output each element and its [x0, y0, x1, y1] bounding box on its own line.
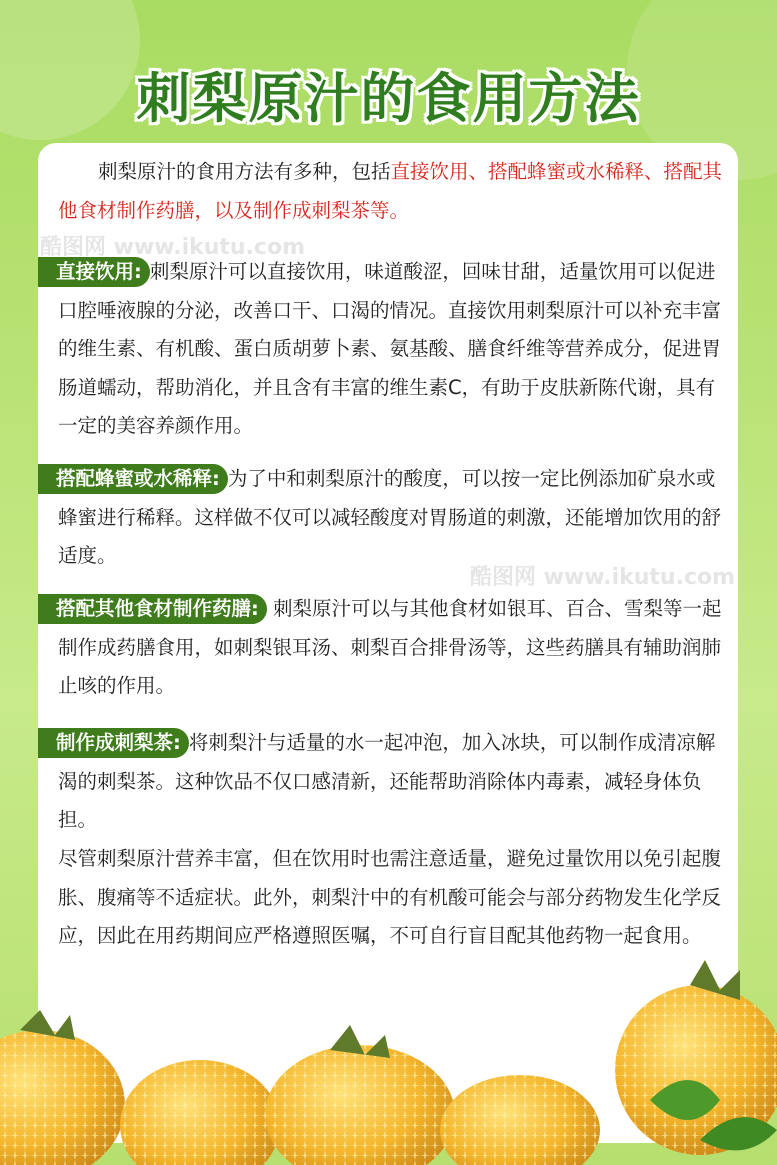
section-text: 为了中和刺梨原汁的酸度，可以按一定比例添加矿泉水或蜂蜜进行稀释。这样做不仅可以减轻酸度对胃肠道的刺激，还能增加饮用的舒适度。 — [58, 467, 722, 567]
watermark: 酷图网 www.ikutu.com — [40, 235, 306, 260]
section-tag: 搭配其他食材制作药膳: — [38, 594, 267, 624]
prickly-pear-fruit-illustration — [0, 950, 777, 1165]
section-direct — [58, 253, 728, 446]
section-text: 将刺梨汁与适量的水一起冲泡，加入冰块，可以制作成清凉解渴的刺梨茶。这种饮品不仅口感清新，还能帮助消除体内毒素，减轻身体负担。 — [58, 731, 716, 831]
section-text: 刺梨原汁可以与其他食材如银耳、百合、雪梨等一起制作成药膳食用，如刺梨银耳汤、刺梨百合排骨汤等，这些药膳具有辅助润肺止咳的作用。 — [58, 597, 722, 697]
watermark: 酷图网 www.ikutu.com — [470, 565, 736, 590]
section-tag: 制作成刺梨茶: — [38, 728, 189, 758]
section-tag: 搭配蜂蜜或水稀释: — [38, 464, 228, 494]
section-tag: 直接饮用: — [38, 257, 150, 287]
section-tea — [58, 724, 728, 840]
closing-paragraph: 尽管刺梨原汁营养丰富，但在饮用时也需注意适量，避免过量饮用以免引起腹胀、腹痛等不适症状。此外，刺梨汁中的有机酸可能会与部分药物发生化学反应，因此在用药期间应严格遵照医嘱，不可自行盲目配其他药物一起食用。 — [58, 847, 722, 947]
section-honey — [58, 460, 728, 576]
intro-paragraph — [58, 153, 728, 230]
page-title: 刺梨原汁的食用方法 — [136, 67, 641, 130]
intro-lead: 刺梨原汁的食用方法有多种，包括 — [98, 160, 391, 183]
section-medicinal — [58, 590, 728, 706]
intro-highlight: 直接饮用、搭配蜂蜜或水稀释、搭配其他食材制作药膳，以及制作成刺梨茶等。 — [58, 160, 723, 222]
section-text: 刺梨原汁可以直接饮用，味道酸涩，回味甘甜，适量饮用可以促进口腔唾液腺的分泌，改善口干、口渴的情况。直接饮用刺梨原汁可以补充丰富的维生素、有机酸、蛋白质胡萝卜素、氨基酸、膳食纤维等营养成分，促进胃肠道蠕动，帮助消化，并且含有丰富的维生素C，有助于皮肤新陈代谢，具有一定的美容养颜作用。 — [58, 260, 722, 437]
